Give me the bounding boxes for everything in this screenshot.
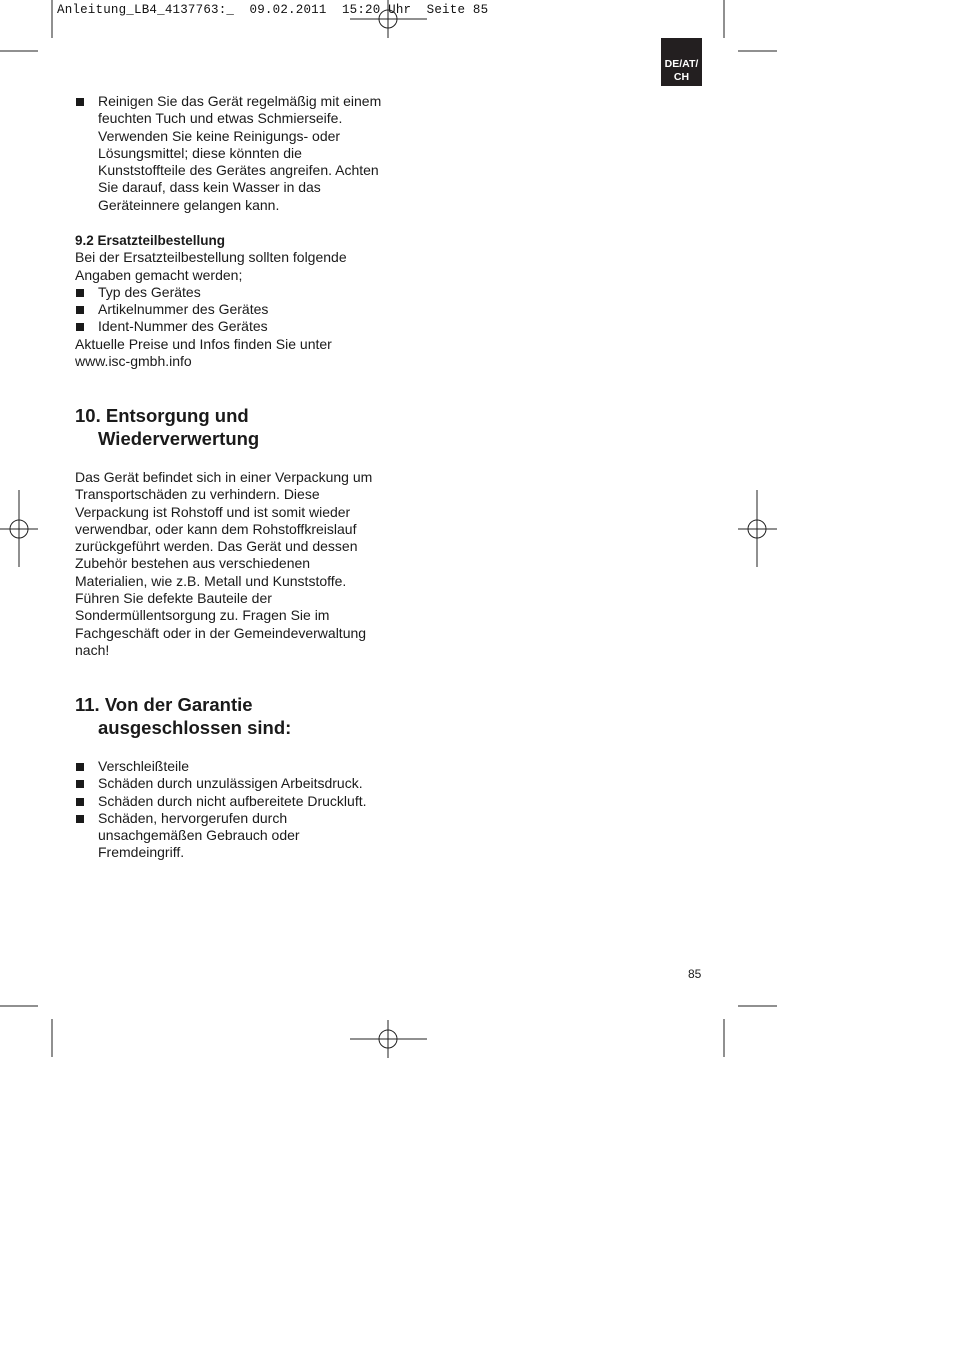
list-item: Schäden durch unzulässigen Arbeitsdruck. <box>75 775 385 792</box>
spare-parts-note: Aktuelle Preise und Infos finden Sie unter www.isc-gmbh.info <box>75 335 332 370</box>
registration-mark-left <box>0 490 38 567</box>
list-item: Schäden, hervorgerufen durch unsachgemäßen Gebrauch oder Fremdeingriff. <box>75 810 385 862</box>
page-number: 85 <box>688 967 702 981</box>
list-item: Typ des Gerätes <box>75 284 385 301</box>
section-heading-line1: 10. Entsorgung und <box>75 405 249 426</box>
print-slug: Anleitung_LB4_4137763:_ 09.02.2011 15:20 Uhr Seite 85 <box>57 3 489 17</box>
section-heading-line2: ausgeschlossen sind: <box>98 717 292 738</box>
spare-parts-section <box>75 232 385 370</box>
warranty-section <box>75 693 385 862</box>
spare-parts-intro: Bei der Ersatzteilbestellung sollten folgende Angaben gemacht werden; <box>75 249 347 283</box>
section-heading-line2: Wiederverwertung <box>98 428 260 449</box>
language-badge-line1: DE/AT/ <box>664 58 699 70</box>
disposal-body: Das Gerät befindet sich in einer Verpackung um Transportschäden zu verhindern. Diese Verpackung ist Rohstoff und ist somit wieder verwendbar, oder kann dem Rohstoffkreislauf zurückgeführt werden. Das Gerät und dessen Zubehör bestehen aus verschiedenen Materialien, wie z.B. Metall und Kunststoffe. Führen Sie defekte Bauteile der Sondermüllentsorgung zu. Fragen Sie im Fachgeschäft oder in der Gemeindeverwaltung nach! <box>75 469 373 658</box>
registration-mark-top <box>350 0 427 38</box>
language-badge <box>661 38 702 86</box>
list-item: Schäden durch nicht aufbereitete Druckluft. <box>75 793 385 810</box>
cleaning-section <box>75 93 385 214</box>
list-item: Artikelnummer des Gerätes <box>75 301 385 318</box>
list-item: Reinigen Sie das Gerät regelmäßig mit einem feuchten Tuch und etwas Schmierseife. Verwenden Sie keine Reinigungs- oder Lösungsmittel; diese könnten die Kunststoffteile des Gerätes angreifen. Achten Sie darauf, dass kein Wasser in das Geräteinnere gelangen kann. <box>75 93 385 214</box>
list-item: Verschleißteile <box>75 758 385 775</box>
section-heading-line1: 11. Von der Garantie <box>75 694 253 715</box>
registration-mark-bottom <box>350 1020 427 1058</box>
disposal-section <box>75 404 385 659</box>
list-item: Ident-Nummer des Gerätes <box>75 318 385 335</box>
registration-mark-right <box>738 490 777 567</box>
language-badge-line2: CH <box>673 71 690 83</box>
section-subheading: 9.2 Ersatzteilbestellung <box>75 233 226 248</box>
section-heading <box>75 404 385 450</box>
section-heading <box>75 693 385 739</box>
